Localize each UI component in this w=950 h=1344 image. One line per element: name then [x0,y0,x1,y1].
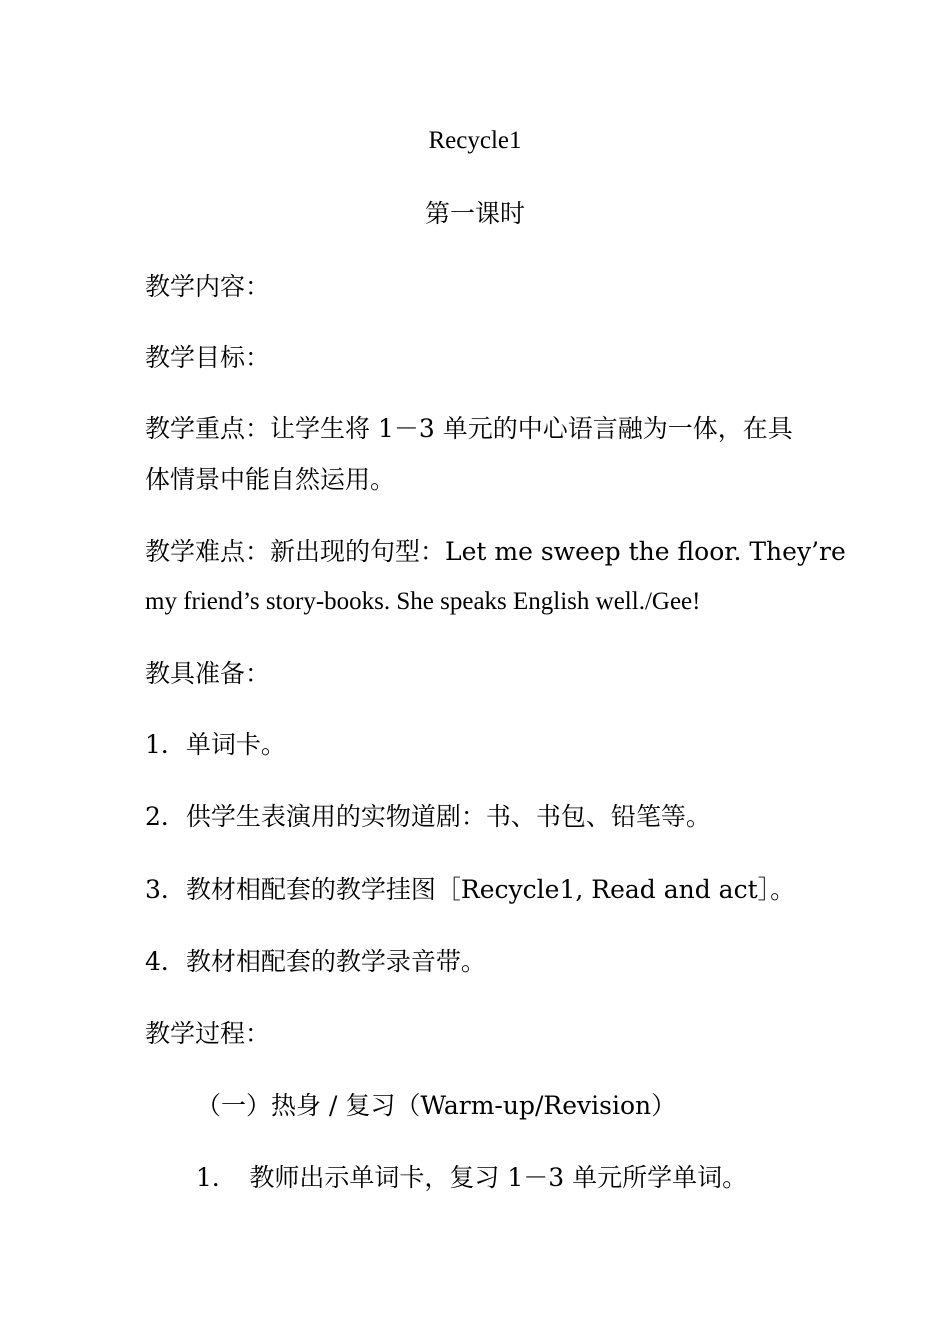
key-points-line-1: 教学重点：让学生将 1－3 单元的中心语言融为一体，在具 [145,414,793,443]
material-item-3: 3．教材相配套的教学挂图［Recycle1, Read and act］。 [145,875,796,904]
document-title: Recycle1 [428,127,522,154]
materials-label: 教具准备： [145,659,271,688]
objectives-label: 教学目标： [145,343,271,372]
section-step-1: 1． 教师出示单词卡，复习 1－3 单元所学单词。 [196,1163,748,1192]
difficulties-line-2: my friend’s story-books. She speaks English well./Gee! [145,588,701,615]
content-label: 教学内容： [145,272,271,301]
material-item-2: 2．供学生表演用的实物道剧：书、书包、铅笔等。 [145,802,711,831]
difficulties-line-1: 教学难点：新出现的句型：Let me sweep the floor. They’re [145,537,846,566]
lesson-number: 第一课时 [424,199,525,228]
section-heading: （一）热身 / 复习（Warm-up/Revision） [196,1091,677,1120]
key-points-line-2: 体情景中能自然运用。 [145,465,396,494]
material-item-4: 4．教材相配套的教学录音带。 [145,947,486,976]
material-item-1: 1．单词卡。 [145,730,286,759]
process-label: 教学过程： [145,1019,271,1048]
